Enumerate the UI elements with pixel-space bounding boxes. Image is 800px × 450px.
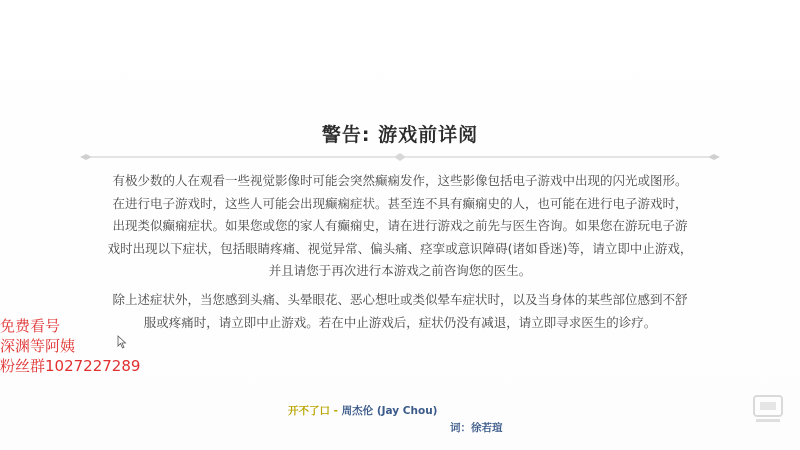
warning-title: 警告: 游戏前详阅: [321, 124, 479, 146]
paragraph-line: 戏时出现以下症状，包括眼睛疼痛、视觉异常、偏头痛、痉挛或意识障碍(诸如昏迷)等，请立即中止游戏，: [107, 240, 693, 256]
paragraph-line: 在进行电子游戏时，这些人可能会出现癫痫症状。甚至连不具有癫痫史的人，也可能在进行电子游戏时，: [112, 195, 688, 211]
paragraph-line: 有极少数的人在观看一些视觉影像时可能会突然癫痫发作，这些影像包括电子游戏中出现的闪光或图形。: [112, 173, 688, 188]
ornamental-divider: [80, 152, 720, 162]
paragraph-line: 服或疼痛时，请立即中止游戏。若在中止游戏后，症状仍没有减退，请立即寻求医生的诊疗。: [143, 314, 657, 330]
watermark-line: 深渊等阿姨: [0, 337, 76, 355]
watermark-line: 粉丝群1027227289: [0, 357, 141, 375]
lyrics-song-title: 开不了口 -: [288, 405, 342, 417]
watermark-line: 免费看号: [0, 317, 61, 335]
lyrics-lyricist-line: 词：徐若瑄: [450, 422, 503, 434]
paragraph-line: 并且请您于再次进行本游戏之前咨询您的医生。: [268, 263, 532, 278]
paragraph-line: 出现类似癫痫症状。如果您或您的家人有癫痫史，请在进行游戏之前先与医生咨询。如果您在游玩电子游: [112, 218, 688, 233]
lyrics-artist: 周杰伦 (Jay Chou): [341, 405, 438, 417]
channel-logo-icon: [750, 390, 786, 426]
lyrics-song-line: [288, 403, 437, 418]
paragraph-line: 除上述症状外，当您感到头痛、头晕眼花、恶心想吐或类似晕车症状时，以及当身体的某些部位感到不舒: [112, 292, 688, 307]
warning-paragraph-1: [80, 170, 720, 283]
mouse-cursor-icon: [117, 334, 127, 348]
warning-paragraph-2: [80, 289, 720, 334]
